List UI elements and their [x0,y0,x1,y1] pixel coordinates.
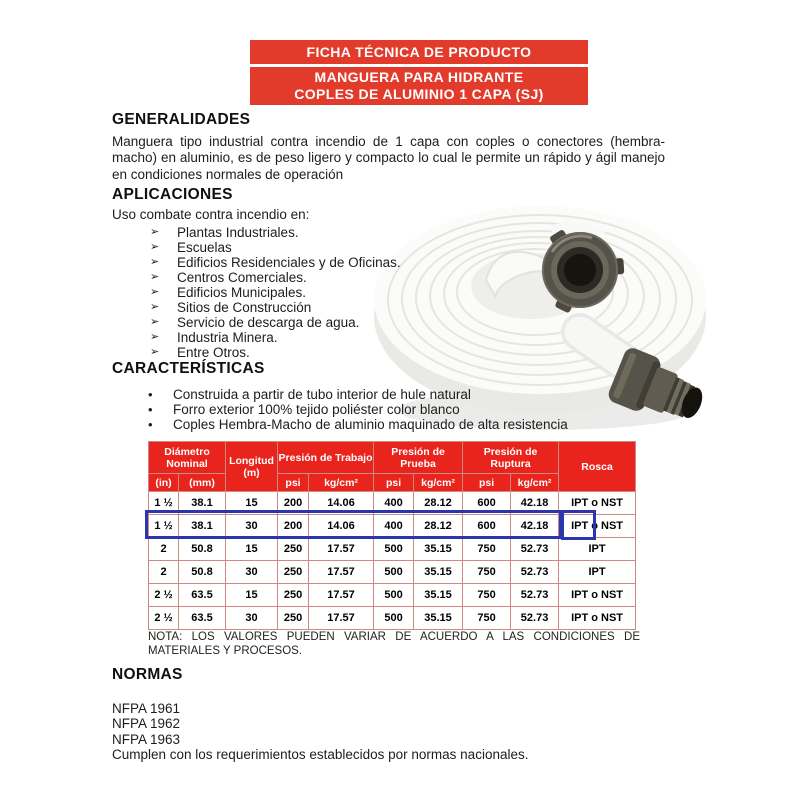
arrow-bullet-icon: ➢ [150,241,160,253]
col-subheader-mm: (mm) [179,474,226,492]
table-cell: IPT [559,538,636,561]
arrow-bullet-icon: ➢ [150,316,160,328]
doc-title: FICHA TÉCNICA DE PRODUCTO [306,44,532,60]
product-variant: COPLES DE ALUMINIO 1 CAPA (SJ) [294,86,544,102]
table-cell: 1 ½ [149,515,179,538]
feature-item [112,402,672,417]
table-cell: 750 [463,607,511,630]
table-cell: 30 [226,607,278,630]
product-name: MANGUERA PARA HIDRANTE [314,68,524,85]
norma-item: NFPA 1962 [112,716,181,732]
table-cell: 17.57 [309,607,374,630]
arrow-bullet-icon: ➢ [150,331,160,343]
col-subheader-psi-ruptura: psi [463,474,511,492]
table-cell: 600 [463,515,511,538]
col-subheader-kgcm2-trabajo: kg/cm² [309,474,374,492]
list-item-label: Centros Comerciales. [177,270,307,285]
aplicaciones-list [112,225,512,360]
list-item-label: Servicio de descarga de agua. [177,315,360,330]
table-cell: IPT o NST [559,607,636,630]
table-cell: 400 [374,515,414,538]
col-subheader-psi-prueba: psi [374,474,414,492]
aplicaciones-title: APLICACIONES [112,186,233,203]
highlight-box-rosca [561,510,596,540]
table-cell: 52.73 [511,584,559,607]
application-item [112,330,512,345]
subtitle-banner [250,67,588,105]
caracteristicas-list [112,387,672,433]
table-cell: 17.57 [309,538,374,561]
table-cell: 30 [226,561,278,584]
table-cell: 1 ½ [149,492,179,515]
application-item [112,300,512,315]
table-cell: 14.06 [309,492,374,515]
normas-footer: Cumplen con los requerimientos establecidos por normas nacionales. [112,746,529,762]
col-subheader-psi-trabajo: psi [278,474,309,492]
table-row [149,607,636,630]
table-cell: 63.5 [179,584,226,607]
table-cell: 35.15 [414,584,463,607]
table-cell: 2 [149,538,179,561]
table-cell: 52.73 [511,561,559,584]
arrow-bullet-icon: ➢ [150,301,160,313]
table-cell: IPT [559,561,636,584]
table-note: NOTA: LOS VALORES PUEDEN VARIAR DE ACUERDO A LAS CONDICIONES DE MATERIALES Y PROCESOS. [148,631,640,657]
col-subheader-kgcm2-prueba: kg/cm² [414,474,463,492]
application-item [112,285,512,300]
table-cell: 500 [374,561,414,584]
col-subheader-in: (in) [149,474,179,492]
table-cell: 400 [374,492,414,515]
table-cell: 35.15 [414,538,463,561]
list-item-label: Plantas Industriales. [177,225,299,240]
col-header-diametro: Diámetro Nominal [149,442,226,474]
normas-title: NORMAS [112,666,183,683]
table-cell: 2 ½ [149,607,179,630]
norma-item: NFPA 1961 [112,701,181,716]
application-item [112,255,512,270]
caracteristicas-title: CARACTERÍSTICAS [112,360,265,377]
arrow-bullet-icon: ➢ [150,286,160,298]
spec-table-container [148,441,635,630]
dot-bullet-icon: • [148,387,153,402]
list-item-label: Sitios de Construcción [177,300,312,315]
section-normas [112,666,592,762]
list-item-label: Edificios Residenciales y de Oficinas. [177,255,401,270]
generalidades-title: GENERALIDADES [112,111,251,128]
feature-item [112,417,672,432]
table-cell: 28.12 [414,515,463,538]
col-header-rosca: Rosca [559,442,636,492]
application-item [112,345,512,360]
feature-item [112,387,672,402]
table-cell: 250 [278,584,309,607]
table-cell: 17.57 [309,561,374,584]
table-cell: IPT o NST [559,515,636,538]
col-header-longitud: Longitud (m) [226,442,278,492]
table-cell: 38.1 [179,492,226,515]
table-cell: 35.15 [414,561,463,584]
generalidades-text: Manguera tipo industrial contra incendio de 1 capa con coples o conectores (hembra-macho) en aluminio, es de peso ligero y compacto lo cual le permite un rápido y ágil manejo en condiciones normales de operación [112,134,665,182]
table-cell: 750 [463,561,511,584]
table-cell: IPT o NST [559,584,636,607]
title-banner [250,40,588,64]
table-cell: 63.5 [179,607,226,630]
application-item [112,225,512,240]
table-cell: 500 [374,538,414,561]
table-cell: 42.18 [511,492,559,515]
table-cell: 50.8 [179,538,226,561]
table-cell: 250 [278,538,309,561]
col-header-presion-trabajo: Presión de Trabajo [278,442,374,474]
table-cell: 750 [463,584,511,607]
section-generalidades [112,111,665,183]
application-item [112,315,512,330]
table-cell: 750 [463,538,511,561]
table-cell: 52.73 [511,607,559,630]
norma-item: NFPA 1963 [112,731,181,747]
table-cell: 200 [278,492,309,515]
table-row [149,538,636,561]
table-cell: 250 [278,607,309,630]
table-row [149,561,636,584]
arrow-bullet-icon: ➢ [150,226,160,238]
table-cell: 15 [226,538,278,561]
aplicaciones-intro: Uso combate contra incendio en: [112,207,310,222]
list-item-label: Forro exterior 100% tejido poliéster color blanco [173,402,460,418]
section-aplicaciones [112,186,512,360]
arrow-bullet-icon: ➢ [150,346,160,358]
dot-bullet-icon: • [148,417,153,433]
table-cell: 17.57 [309,584,374,607]
table-cell: 15 [226,584,278,607]
table-cell: 52.73 [511,538,559,561]
application-item [112,240,512,255]
table-cell: 500 [374,607,414,630]
table-cell: 2 [149,561,179,584]
list-item-label: Construida a partir de tubo interior de hule natural [173,387,471,402]
table-cell: 50.8 [179,561,226,584]
normas-list [112,701,592,747]
table-cell: 250 [278,561,309,584]
arrow-bullet-icon: ➢ [150,271,160,283]
table-cell: 30 [226,515,278,538]
table-cell: 42.18 [511,515,559,538]
col-subheader-kgcm2-ruptura: kg/cm² [511,474,559,492]
list-item-label: Edificios Municipales. [177,285,307,300]
list-item-label: Industria Minera. [177,330,278,345]
list-item-label: Escuelas [177,240,232,255]
table-cell: 14.06 [309,515,374,538]
section-caracteristicas [112,360,672,433]
table-cell: IPT o NST [559,492,636,515]
col-header-presion-ruptura: Presión de Ruptura [463,442,559,474]
list-item-label: Entre Otros. [177,345,250,360]
col-header-presion-prueba: Presión de Prueba [374,442,463,474]
highlight-box-row [145,510,562,539]
dot-bullet-icon: • [148,402,153,418]
table-cell: 600 [463,492,511,515]
table-cell: 200 [278,515,309,538]
table-row [149,584,636,607]
arrow-bullet-icon: ➢ [150,256,160,268]
table-cell: 38.1 [179,515,226,538]
list-item-label: Coples Hembra-Macho de aluminio maquinado de alta resistencia [173,417,568,433]
table-cell: 35.15 [414,607,463,630]
table-cell: 28.12 [414,492,463,515]
application-item [112,270,512,285]
table-cell: 2 ½ [149,584,179,607]
table-cell: 500 [374,584,414,607]
table-cell: 15 [226,492,278,515]
